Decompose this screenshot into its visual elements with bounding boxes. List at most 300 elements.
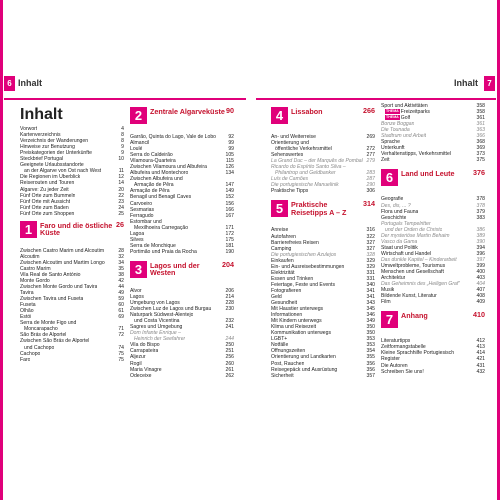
toc-entry-page: 244 bbox=[225, 336, 234, 343]
toc-entry-page: 175 bbox=[225, 236, 234, 243]
toc-entry-text: Sprache bbox=[381, 139, 400, 146]
toc-entry-text: Albufeira und Montechoro bbox=[130, 170, 189, 177]
section-title: Anhang bbox=[401, 311, 428, 321]
toc-entry-page: 322 bbox=[366, 233, 375, 240]
toc-entry-text: Heinrich der Seefahrer bbox=[134, 336, 186, 343]
toc-entry-text: Gesundheit bbox=[271, 300, 298, 307]
toc-entry-page: 343 bbox=[366, 300, 375, 307]
section-title: Lissabon bbox=[291, 107, 323, 116]
toc-entry-page: 69 bbox=[118, 314, 124, 321]
toc-entry-page: 316 bbox=[366, 227, 375, 234]
toc-entry-text: Cachopo bbox=[20, 350, 41, 357]
toc-entry-page: 12 bbox=[118, 174, 124, 181]
toc-entry-text: Vila Real de Santo António bbox=[20, 271, 81, 278]
toc-entry-text: Zeitformangstabelle bbox=[381, 344, 426, 351]
toc-list bbox=[20, 126, 124, 217]
toc-entry[interactable] bbox=[381, 369, 485, 375]
toc-entry-page: 22 bbox=[118, 192, 124, 199]
toc-entry-page: 354 bbox=[366, 348, 375, 355]
toc-entry-page: 260 bbox=[225, 360, 234, 367]
section-3-heading[interactable] bbox=[130, 261, 234, 285]
toc-entry-text: Unterkunft bbox=[381, 145, 405, 152]
toc-entry-text: Vorwort bbox=[20, 126, 38, 133]
toc-entry-title bbox=[130, 373, 152, 379]
toc-entry-page: 49 bbox=[118, 290, 124, 297]
toc-entry-page: 361 bbox=[476, 115, 485, 122]
toc-entry-text: Vilamoura-Quarteira bbox=[130, 158, 176, 165]
toc-entry-text: LGBT+ bbox=[271, 336, 288, 343]
toc-entry-text: Naturpark Südwest-Alentejo bbox=[130, 312, 194, 319]
toc-entry-page: 60 bbox=[118, 302, 124, 309]
toc-entry-page: 399 bbox=[476, 262, 485, 269]
toc-entry-text: Öffnungszeiten bbox=[271, 348, 306, 355]
toc-entry-page: 400 bbox=[476, 269, 485, 276]
toc-entry-text: Alcoutim bbox=[20, 253, 40, 260]
toc-entry-text: Stadtrum und Arbeit bbox=[381, 133, 427, 140]
toc-entry-page: 8 bbox=[121, 132, 124, 139]
toc-entry-text: Hinweise zur Benutzung bbox=[20, 144, 75, 151]
toc-entry-text: Zwischen Tavira und Fuseta bbox=[20, 296, 84, 303]
toc-entry-text: Das Geheimnis des „Heiligen Graf" bbox=[381, 281, 461, 288]
section-title: Zentrale Algarveküste bbox=[150, 107, 225, 116]
toc-entry-page: 409 bbox=[476, 299, 485, 306]
toc-entry-page: 149 bbox=[225, 188, 234, 195]
toc-entry-page: 341 bbox=[366, 293, 375, 300]
toc-entry-page: 389 bbox=[476, 232, 485, 239]
toc-entry-page: 329 bbox=[366, 257, 375, 264]
section-page: 26 bbox=[116, 219, 124, 229]
toc-entry-text: Lagoa bbox=[130, 230, 145, 237]
toc-entry-page: 35 bbox=[118, 265, 124, 272]
toc-entry-text: Zwischen Alcoutim und Martim Longo bbox=[20, 259, 105, 266]
toc-entry-page: 23 bbox=[118, 198, 124, 205]
toc-entry-text: Schreiben Sie uns! bbox=[381, 368, 424, 375]
toc-entry[interactable] bbox=[130, 249, 234, 255]
toc-entry-text: an der Algarve von Ost nach West bbox=[24, 168, 102, 175]
toc-entry-text: Silves bbox=[130, 236, 144, 243]
toc-entry-text: Aljezur bbox=[130, 354, 146, 361]
toc-entry-page: 355 bbox=[366, 354, 375, 361]
toc-entry-page: 75 bbox=[118, 350, 124, 357]
toc-entry-title bbox=[381, 299, 391, 305]
toc-entry-text: Monte Gordo bbox=[20, 277, 50, 284]
toc-entry-page: 277 bbox=[366, 152, 375, 159]
toc-entry-text: Portugals Tempelritter bbox=[381, 220, 431, 227]
toc-entry[interactable] bbox=[271, 373, 375, 379]
toc-entry-text: Geografie bbox=[381, 196, 404, 203]
toc-entry-text: Luís de Camões bbox=[271, 176, 309, 183]
toc-entry-page: 413 bbox=[476, 344, 485, 351]
toc-entry-page: 9 bbox=[121, 150, 124, 157]
toc-entry-text: Fünf Orte zum Bummeln bbox=[20, 192, 76, 199]
toc-column-1 bbox=[20, 108, 124, 363]
toc-entry-text: Anreise bbox=[271, 227, 289, 234]
left-edge-bar bbox=[0, 0, 3, 500]
toc-entry-text: Ferragudo bbox=[130, 212, 154, 219]
toc-entry-text: Ricardo do Espírito Santo Silva – bbox=[271, 164, 346, 171]
toc-entry-page: 75 bbox=[118, 356, 124, 363]
toc-entry-page: 251 bbox=[225, 348, 234, 355]
toc-entry-text: Geschichte bbox=[381, 214, 407, 221]
toc-list bbox=[130, 288, 234, 379]
toc-entry-text: Das dunkle Kapitel – Kinderarbeit bbox=[381, 256, 457, 263]
toc-entry-text: Zwischen Albufeira und bbox=[130, 176, 183, 183]
toc-entry[interactable] bbox=[271, 188, 375, 194]
toc-entry-text: Serra do Caldeirão bbox=[130, 152, 173, 159]
section-title: Lagos und der Westen bbox=[150, 260, 200, 278]
toc-entry-page: 99 bbox=[228, 140, 234, 147]
toc-entry-text: Register bbox=[381, 356, 400, 363]
thema-badge: THEMA bbox=[386, 109, 399, 114]
toc-entry-page: 397 bbox=[476, 256, 485, 263]
toc-entry-text: Kommunikation unterwegs bbox=[271, 330, 332, 337]
toc-entry-text: Castro Marim bbox=[20, 265, 51, 272]
toc-entry-page: 105 bbox=[225, 152, 234, 159]
toc-entry-page: 20 bbox=[118, 186, 124, 193]
toc-entry-page: 366 bbox=[476, 133, 485, 140]
toc-entry-page: 38 bbox=[118, 271, 124, 278]
toc-entry-page: 369 bbox=[476, 145, 485, 152]
toc-entry-text: Barrierefreies Reisen bbox=[271, 239, 319, 246]
toc-entry-text: Architektur bbox=[381, 275, 406, 282]
left-page-number: 6 bbox=[4, 76, 15, 91]
toc-entry-page: 115 bbox=[225, 158, 234, 165]
toc-entry-page: 25 bbox=[118, 210, 124, 217]
thema-badge: THEMA bbox=[386, 115, 399, 120]
section-number: 6 bbox=[381, 169, 398, 186]
toc-entry-page: 414 bbox=[476, 350, 485, 357]
section-number: 3 bbox=[130, 261, 147, 278]
left-header-rule bbox=[4, 98, 246, 100]
toc-entry-page: 378 bbox=[476, 202, 485, 209]
toc-entry-page: 358 bbox=[476, 109, 485, 116]
toc-entry-page: 432 bbox=[476, 368, 485, 375]
toc-entry-page: 72 bbox=[118, 332, 124, 339]
toc-entry-text: Musik bbox=[381, 287, 395, 294]
toc-entry-page: 329 bbox=[366, 263, 375, 270]
toc-entry-text: Kleine Sprachhilfe Portugiesisch bbox=[381, 350, 455, 357]
toc-entry-page: 256 bbox=[225, 354, 234, 361]
toc-entry[interactable] bbox=[381, 299, 485, 305]
toc-entry-page: 356 bbox=[366, 366, 375, 373]
toc-entry-text: Umweltprobleme, Tourismus bbox=[381, 262, 446, 269]
toc-entry-text: Alvor bbox=[130, 287, 142, 294]
toc-entry-text: Zwischen São Brás de Alportel bbox=[20, 338, 90, 345]
toc-entry-text: Freizeitparks bbox=[400, 109, 430, 116]
toc-entry-page: 11 bbox=[118, 168, 124, 175]
toc-entry-title bbox=[271, 188, 308, 194]
toc-entry-page: 134 bbox=[225, 170, 234, 177]
toc-entry-text: Fünf Orte zum Shoppen bbox=[20, 210, 75, 217]
section-page: 314 bbox=[363, 199, 375, 209]
toc-entry-page: 353 bbox=[366, 336, 375, 343]
toc-entry-text: Mit Kindern unterwegs bbox=[271, 318, 322, 325]
toc-entry-page: 241 bbox=[225, 324, 234, 331]
toc-list bbox=[130, 134, 234, 255]
toc-entry-text: Die Regionen im Überblick bbox=[20, 174, 81, 181]
toc-entry-page: 171 bbox=[225, 224, 234, 231]
toc-entry-page: 331 bbox=[366, 269, 375, 276]
toc-entry-page: 349 bbox=[366, 318, 375, 325]
toc-entry-page: 361 bbox=[476, 121, 485, 128]
toc-entry-page: 368 bbox=[476, 139, 485, 146]
toc-entry-page: 341 bbox=[366, 287, 375, 294]
toc-entry-text: Estombar und bbox=[130, 218, 162, 225]
toc-entry-text: Sehenswertes bbox=[271, 152, 304, 159]
right-running-title: Inhalt bbox=[454, 78, 478, 88]
toc-entry-page: 262 bbox=[225, 372, 234, 379]
toc-entry-page: 9 bbox=[121, 144, 124, 151]
toc-entry-page: 230 bbox=[225, 306, 234, 313]
toc-entry-text: Menschen und Gesellschaft bbox=[381, 269, 444, 276]
toc-entry-text: Der mysteriöse Martin Behaim bbox=[381, 232, 450, 239]
toc-entry-text: Tavira bbox=[20, 290, 34, 297]
toc-title: Inhalt bbox=[20, 106, 63, 123]
toc-entry-page: 126 bbox=[225, 164, 234, 171]
toc-entry-text: Preiskategorien der Unterkünfte bbox=[20, 150, 92, 157]
toc-entry-text: Die Tounada bbox=[381, 127, 410, 134]
toc-entry-text: Fünf Orte mit Aussicht bbox=[20, 198, 71, 205]
toc-entry-title bbox=[381, 151, 451, 157]
toc-entry-title bbox=[130, 249, 197, 255]
toc-entry-page: 74 bbox=[118, 344, 124, 351]
toc-entry-text: Maria Vinagre bbox=[130, 366, 162, 373]
section-title: Faro und die östliche Küste bbox=[40, 220, 113, 238]
section-2-heading[interactable] bbox=[130, 107, 234, 131]
toc-entry-page: 32 bbox=[118, 253, 124, 260]
toc-entry-page: 306 bbox=[366, 188, 375, 195]
toc-entry-page: 8 bbox=[121, 138, 124, 145]
toc-entry-page: 206 bbox=[225, 287, 234, 294]
toc-entry-text: Camping bbox=[271, 245, 292, 252]
toc-entry-page: 431 bbox=[476, 362, 485, 369]
toc-entry-text: Faro bbox=[20, 356, 31, 363]
section-6-heading[interactable] bbox=[381, 169, 485, 193]
toc-entry-text: An- und Weiterreise bbox=[271, 134, 316, 140]
toc-column-3 bbox=[271, 103, 375, 379]
toc-entry-page: 378 bbox=[476, 196, 485, 203]
toc-entry-page: 167 bbox=[225, 212, 234, 219]
toc-column-4 bbox=[381, 103, 485, 375]
toc-entry-page: 404 bbox=[476, 281, 485, 288]
toc-entry-text: Orientierung und Landkarten bbox=[271, 354, 336, 361]
toc-entry-page: 28 bbox=[118, 247, 124, 254]
toc-entry-page: 232 bbox=[225, 318, 234, 325]
toc-entry-page: 10 bbox=[118, 156, 124, 163]
toc-entry-page: 283 bbox=[366, 170, 375, 177]
right-header-rule bbox=[256, 98, 496, 100]
toc-entry-text: und Costa Vicentina bbox=[134, 318, 180, 325]
toc-list bbox=[20, 248, 124, 363]
toc-entry-text: Geld bbox=[271, 293, 282, 300]
toc-entry-page: 345 bbox=[366, 306, 375, 313]
toc-list bbox=[381, 338, 485, 374]
toc-entry-text: und der Orden de Christo bbox=[385, 226, 443, 233]
toc-entry-page: 327 bbox=[366, 245, 375, 252]
toc-entry-page: 327 bbox=[366, 239, 375, 246]
toc-entry-text: La Grand Duc – der Marquês de Pombal bbox=[271, 158, 363, 165]
toc-entry-text: Praktische Tipps bbox=[271, 188, 309, 195]
toc-entry-page: 172 bbox=[225, 230, 234, 237]
toc-entry-text: Flora und Fauna bbox=[381, 208, 419, 215]
toc-entry-text: Sesmarias bbox=[130, 206, 155, 213]
toc-entry-page: 228 bbox=[225, 300, 234, 307]
toc-entry-page: 250 bbox=[225, 342, 234, 349]
section-1-heading[interactable] bbox=[20, 221, 124, 245]
toc-entry-page: 390 bbox=[476, 238, 485, 245]
toc-entry-page: 421 bbox=[476, 356, 485, 363]
toc-entry-page: 166 bbox=[225, 206, 234, 213]
toc-entry-text: und Cachopo bbox=[24, 344, 55, 351]
toc-entry-page: 350 bbox=[366, 324, 375, 331]
toc-entry-text: Essen und Trinken bbox=[271, 275, 314, 282]
section-5-heading[interactable] bbox=[271, 200, 375, 224]
toc-entry-page: 14 bbox=[118, 180, 124, 187]
toc-entry-text: Vila do Bispo bbox=[130, 342, 160, 349]
toc-entry[interactable] bbox=[130, 373, 234, 379]
toc-entry-page: 328 bbox=[366, 251, 375, 258]
toc-entry-text: Zwischen Luz de Lagos und Burgau bbox=[130, 306, 212, 313]
toc-entry-text: Carvoeiro bbox=[130, 200, 153, 207]
toc-entry-text: Verzeichnis der Wanderungen bbox=[20, 138, 89, 145]
toc-entry-text: Fünf Orte zum Baden bbox=[20, 204, 69, 211]
toc-entry-page: 357 bbox=[366, 372, 375, 379]
toc-entry-page: 375 bbox=[476, 157, 485, 164]
toc-entry-page: 152 bbox=[225, 194, 234, 201]
section-number: 4 bbox=[271, 107, 288, 124]
toc-entry-page: 181 bbox=[225, 242, 234, 249]
toc-entry-page: 386 bbox=[476, 226, 485, 233]
toc-entry-page: 396 bbox=[476, 250, 485, 257]
toc-entry-page: 279 bbox=[366, 158, 375, 165]
toc-entry-page: 92 bbox=[228, 134, 234, 140]
toc-entry-page: 61 bbox=[118, 308, 124, 315]
toc-entry-text: Ein- und Ausreisebestimmungen bbox=[271, 263, 345, 270]
toc-entry-text: Geeignete Urlaubsstandorte bbox=[20, 162, 84, 169]
toc-entry-page: 356 bbox=[366, 360, 375, 367]
toc-entry-page: 24 bbox=[118, 204, 124, 211]
toc-entry-page: 403 bbox=[476, 275, 485, 282]
toc-entry-text: Film bbox=[381, 299, 391, 306]
toc-entry-text: Dom Infante Enrique – bbox=[130, 330, 181, 337]
toc-entry-text: Feiertage, Feste und Events bbox=[271, 281, 335, 288]
toc-entry-page: 407 bbox=[476, 287, 485, 294]
toc-entry-text: Literaturtipps bbox=[381, 338, 411, 345]
toc-entry-title bbox=[20, 357, 30, 363]
toc-entry-page: 412 bbox=[476, 338, 485, 345]
toc-entry-text: Notfälle bbox=[271, 342, 289, 349]
toc-entry-title bbox=[20, 211, 74, 217]
toc-entry-text: Vasco da Gama bbox=[381, 238, 418, 245]
toc-entry[interactable] bbox=[381, 157, 485, 163]
toc-entry-title bbox=[271, 373, 294, 379]
toc-entry-page: 42 bbox=[118, 277, 124, 284]
left-running-title: Inhalt bbox=[18, 78, 42, 88]
toc-entry-page: 214 bbox=[225, 293, 234, 300]
toc-entry-text: Post, Rauchen bbox=[271, 360, 305, 367]
right-page-number: 7 bbox=[484, 76, 495, 91]
section-title: Land und Leute bbox=[401, 169, 455, 179]
toc-entry-page: 331 bbox=[366, 275, 375, 282]
toc-entry-page: 34 bbox=[118, 259, 124, 266]
toc-entry-text: Sagres und Umgebung bbox=[130, 324, 183, 331]
toc-column-2 bbox=[130, 103, 234, 379]
toc-entry-title bbox=[381, 369, 424, 375]
toc-list bbox=[271, 227, 375, 378]
section-title: Praktische Reisetipps A – Z bbox=[291, 200, 347, 217]
toc-entry[interactable] bbox=[20, 357, 124, 363]
toc-entry-text: Rogil bbox=[130, 360, 142, 367]
toc-entry[interactable] bbox=[20, 211, 124, 217]
toc-entry-page: 156 bbox=[225, 200, 234, 207]
toc-entry-text: Bonze Boggan bbox=[381, 121, 415, 128]
toc-entry-page: 346 bbox=[366, 312, 375, 319]
toc-entry-page: 59 bbox=[118, 296, 124, 303]
section-page: 410 bbox=[473, 310, 485, 320]
toc-entry-text: Garrão, Quinta do Lago, Vale de Lobo bbox=[130, 134, 216, 140]
toc-entry-page: 290 bbox=[366, 182, 375, 189]
toc-entry-text: Informationen bbox=[271, 312, 303, 319]
toc-entry-text: Serra de Monte Figo und bbox=[20, 320, 77, 327]
toc-entry-text: Moncarapacho bbox=[24, 326, 58, 333]
toc-entry-text: Verhaltenstipps, Verkehrsmittel bbox=[381, 151, 451, 158]
section-page: 204 bbox=[222, 259, 234, 269]
toc-entry-text: Carrapateira bbox=[130, 348, 159, 355]
toc-entry-title bbox=[381, 157, 390, 163]
toc-entry-text: Benagil und Benagil Caves bbox=[130, 194, 192, 201]
toc-entry-text: Umgebung von Lagos bbox=[130, 300, 180, 307]
toc-entry-page: 408 bbox=[476, 293, 485, 300]
toc-entry-text: Autofahren bbox=[271, 233, 296, 240]
toc-entry-page: 383 bbox=[476, 214, 485, 221]
section-number: 7 bbox=[381, 311, 398, 328]
toc-entry-page: 373 bbox=[476, 151, 485, 158]
toc-entry-page: 350 bbox=[366, 330, 375, 337]
toc-entry-page: 287 bbox=[366, 176, 375, 183]
toc-entry-text: Steckbrief Portugal bbox=[20, 156, 64, 163]
section-number: 2 bbox=[130, 107, 147, 124]
toc-entry-page: 272 bbox=[366, 146, 375, 153]
toc-entry-text: Kartenverzeichnis bbox=[20, 132, 61, 139]
toc-entry-text: Zwischen Monte Gordo und Tavira bbox=[20, 284, 98, 291]
toc-entry-text: Reisegepäck und Ausrüstung bbox=[271, 366, 338, 373]
toc-entry-page: 358 bbox=[476, 103, 485, 109]
toc-entry-page: 71 bbox=[118, 326, 124, 333]
toc-entry-text: Die Autoren bbox=[381, 362, 408, 369]
toc-entry-text: Armação de Pêra bbox=[130, 188, 170, 195]
section-number: 5 bbox=[271, 200, 288, 217]
toc-list bbox=[271, 134, 375, 194]
section-4-heading[interactable] bbox=[271, 107, 375, 131]
toc-entry-page: 363 bbox=[476, 127, 485, 134]
toc-entry-text: Staat und Politik bbox=[381, 244, 418, 251]
toc-list bbox=[381, 103, 485, 163]
toc-entry-text: Olhão bbox=[20, 308, 34, 315]
toc-entry-page: 394 bbox=[476, 244, 485, 251]
section-page: 266 bbox=[363, 106, 375, 115]
toc-entry-text: Elektrizität bbox=[271, 269, 295, 276]
toc-entry-text: Fuseta bbox=[20, 302, 36, 309]
toc-entry-text: Lagos bbox=[130, 293, 144, 300]
toc-entry-page: 99 bbox=[228, 146, 234, 153]
toc-entry-text: Die portugiesische Manuelinik bbox=[271, 182, 339, 189]
toc-entry-text: Algarve: Zu jeder Zeit bbox=[20, 186, 69, 193]
toc-entry-text: Estói bbox=[20, 314, 32, 321]
toc-entry-text: Golf bbox=[400, 115, 411, 122]
toc-entry-page: 269 bbox=[366, 134, 375, 140]
section-7-heading[interactable] bbox=[381, 311, 485, 335]
toc-entry-text: Zwischen Vilamoura und Albufeira bbox=[130, 164, 207, 171]
